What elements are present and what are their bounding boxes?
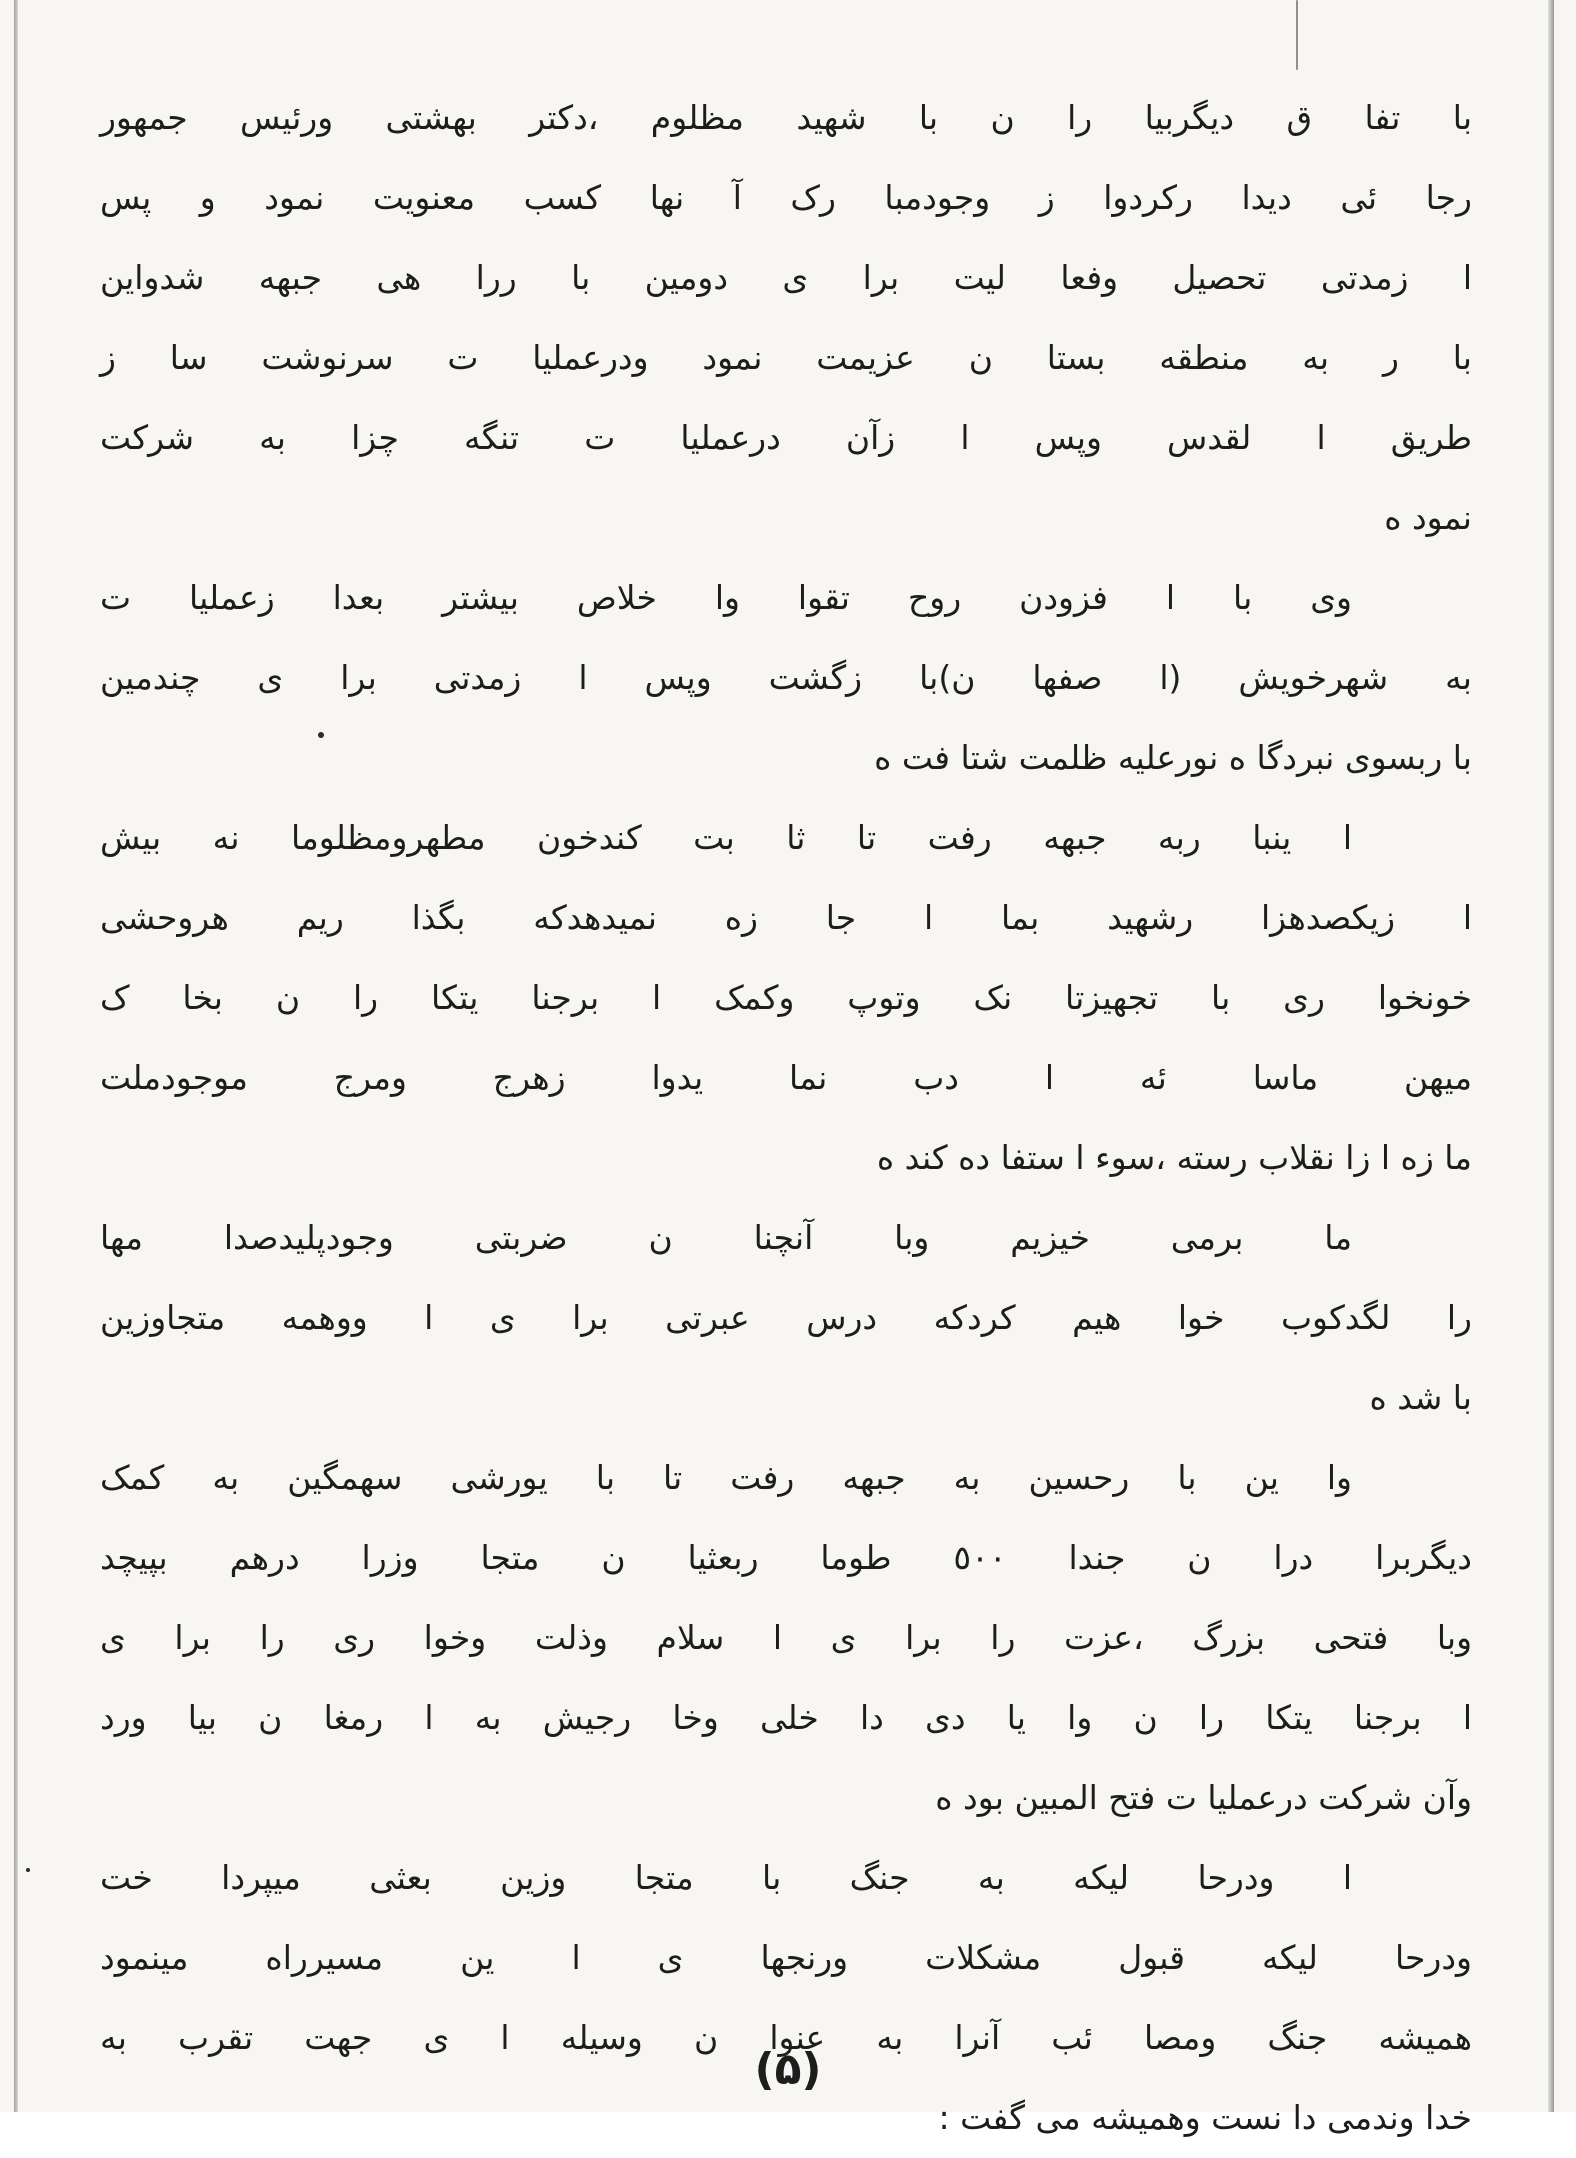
text-line: ا زیکصدهزا رشهید بما ا جا زه نمیدهدکه بگذا ریم هروحشی	[100, 898, 1472, 937]
scan-speck	[26, 1868, 30, 1872]
text-line: ما برمی خیزیم وبا آنچنا ن ضربتی وجودپلیدصدا مها	[100, 1218, 1352, 1257]
text-line: ا برجنا یتکا را ن وا یا دی دا خلی وخا رجیش به ا رمغا ن بیا ورد	[100, 1698, 1472, 1737]
scan-left-edge	[14, 0, 18, 2112]
scan-speck	[1296, 0, 1298, 70]
page-number: (۵)	[754, 2044, 822, 2095]
scan-right-edge	[1548, 0, 1554, 2112]
text-line: ا ودرحا لیکه به جنگ با متجا وزین بعثی میپردا خت	[100, 1858, 1352, 1897]
text-line: با شد ه	[1369, 1378, 1472, 1417]
text-line: وا ین با رحسین به جبهه رفت تا با یورشی سهمگین به کمک	[100, 1458, 1352, 1497]
text-line: دیگربرا درا ن جندا ٥٠٠ طوما ربعثیا ن متجا وزرا درهم بپیچد	[100, 1538, 1472, 1577]
text-line: ودرحا لیکه قبول مشکلات ورنجها ی ا ین مسیرراه مینمود	[100, 1938, 1472, 1977]
body-text	[100, 78, 1472, 2158]
text-line: خونخوا ری با تجهیزتا نک وتوپ وکمک ا برجنا یتکا را ن بخا ک	[100, 978, 1472, 1017]
scan-speck	[318, 732, 324, 738]
text-line: ما زه ا زا نقلاب رسته ،سوء ا ستفا ده کند ه	[876, 1138, 1472, 1177]
text-line: میهن ماسا ئه ا دب نما یدوا زهرج ومرج موجودملت	[100, 1058, 1472, 1097]
text-line: وی با ا فزودن روح تقوا وا خلاص بیشتر بعدا زعملیا ت	[100, 578, 1352, 617]
text-line: همیشه جنگ ومصا ئب آنرا به عنوا ن وسیله ا ی جهت تقرب به	[100, 2018, 1472, 2057]
text-line: طریق ا لقدس وپس ا زآن درعملیا ت تنگه چزا به شرکت	[100, 418, 1472, 457]
text-line: رجا ئی دیدا رکردوا ز وجودمبا رک آ نها کسب معنویت نمود و پس	[100, 178, 1472, 217]
text-line: با تفا ق دیگربیا را ن با شهید مظلوم ،دکتر بهشتی ورئیس جمهور	[100, 98, 1472, 137]
text-line: با ر به منطقه بستا ن عزیمت نمود ودرعملیا ت سرنوشت سا ز	[100, 338, 1472, 377]
text-line: وآن شرکت درعملیا ت فتح المبین بود ه	[935, 1778, 1472, 1817]
text-line: با ربسوی نبردگا ه نورعلیه ظلمت شتا فت ه	[874, 738, 1472, 777]
text-line: ا زمدتی تحصیل وفعا لیت برا ی دومین با ررا هی جبهه شدواین	[100, 258, 1472, 297]
text-line: وبا فتحی بزرگ ،عزت را برا ی ا سلام وذلت وخوا ری را برا ی	[100, 1618, 1472, 1657]
text-line: نمود ه	[1384, 498, 1472, 537]
text-line: را لگدکوب خوا هیم کردکه درس عبرتی برا ی ا ووهمه متجاوزین	[100, 1298, 1472, 1337]
text-line: ا ینبا ربه جبهه رفت تا ثا بت کندخون مطهرومظلوما نه بیش	[100, 818, 1352, 857]
text-line: خدا وندمی دا نست وهمیشه می گفت :	[938, 2098, 1472, 2137]
text-line: به شهرخویش (ا صفها ن)با زگشت وپس ا زمدتی برا ی چندمین	[100, 658, 1472, 697]
